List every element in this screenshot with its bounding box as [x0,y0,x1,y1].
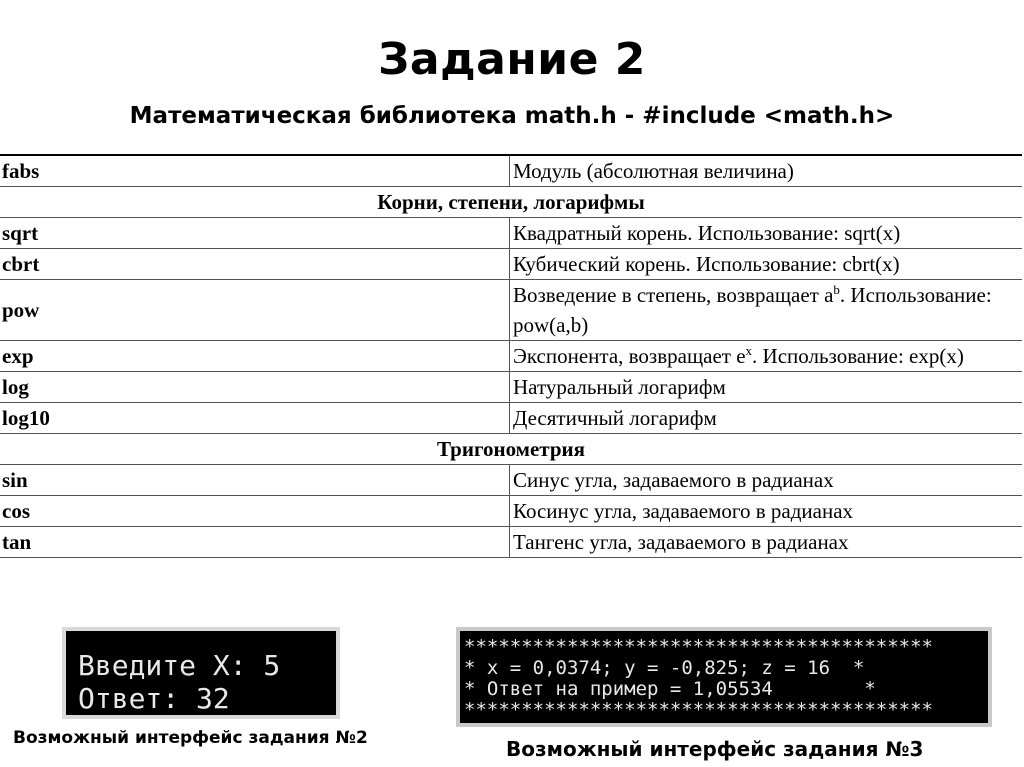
function-name: sin [0,465,510,495]
description-text: . Использование: pow(a,b) [513,283,992,337]
superscript: x [745,343,753,358]
section-header: Тригонометрия [0,434,1022,465]
function-name: exp [0,341,510,371]
superscript: b [833,282,840,297]
slide-subtitle: Математическая библиотека math.h - #include <math.h> [129,103,895,129]
table-row [0,341,1022,372]
function-description [510,341,1022,371]
table-row [0,156,1022,187]
description-text: Возведение в степень, возвращает a [513,283,834,307]
slide-title: Задание 2 [378,34,646,85]
caption-task2: Возможный интерфейс задания №2 [13,728,368,748]
table-row [0,280,1022,341]
console-line: * x = 0,0374; y = -0,825; z = 16 * [464,657,865,679]
function-description: Косинус угла, задаваемого в радианах [513,499,854,523]
description-text: Экспонента, возвращает e [513,344,746,368]
function-name: sqrt [0,218,510,248]
console-line: Введите X: 5 [78,649,281,682]
function-description: Тангенс угла, задаваемого в радианах [513,530,849,554]
console-border-line: ***************************************** [464,699,933,721]
console-line: * Ответ на пример = 1,05534 * [464,678,876,700]
function-name: pow [0,280,510,340]
table-row [0,527,1022,558]
function-name: cbrt [0,249,510,279]
function-name: log10 [0,403,510,433]
function-name: cos [0,496,510,526]
console-line: Ответ: 32 [78,682,230,715]
description-text: . Использование: exp(x) [752,344,964,368]
function-description: Десятичный логарифм [513,406,717,430]
functions-table [0,154,1022,558]
table-row [0,249,1022,280]
table-row [0,465,1022,496]
function-description: Натуральный логарифм [513,375,726,399]
console-border-line: ***************************************** [464,636,933,658]
function-name: tan [0,527,510,557]
caption-task3: Возможный интерфейс задания №3 [506,737,924,761]
table-row [0,372,1022,403]
function-description: Квадратный корень. Использование: sqrt(x) [513,221,901,245]
function-name: fabs [0,156,510,186]
function-description: Кубический корень. Использование: cbrt(x) [513,252,900,276]
console-screenshot-task3 [456,627,992,727]
table-row [0,496,1022,527]
function-name: log [0,372,510,402]
function-description: Модуль (абсолютная величина) [513,159,794,183]
function-description: Синус угла, задаваемого в радианах [513,468,834,492]
table-row [0,403,1022,434]
console-screenshot-task2 [62,627,340,719]
section-header: Корни, степени, логарифмы [0,187,1022,218]
table-row [0,218,1022,249]
function-description [510,280,1022,340]
